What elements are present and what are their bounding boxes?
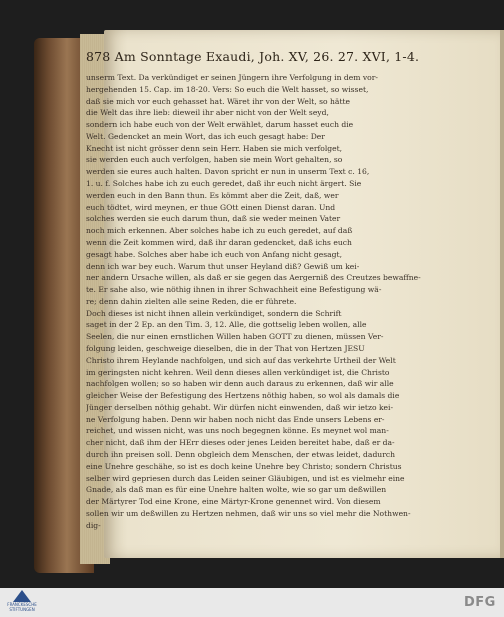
text-line: ner andern Ursache willen, als daß er sie gegen das Aergerniß des Creutzes bewaffne- (86, 273, 421, 283)
text-line: denn ich war bey euch. Warum thut unser Heyland diß? Gewiß um kei- (86, 261, 360, 271)
text-line: Seelen, die nur einen ernstlichen Willen haben GOTT zu dienen, müssen Ver- (86, 332, 384, 342)
text-line: Christo ihrem Heylande nachfolgen, und sich auf das verkehrte Urtheil der Welt (86, 355, 396, 365)
text-line: die Welt das ihre lieb: dieweil ihr aber nicht von der Welt seyd, (86, 108, 329, 118)
text-line: re; denn dahin zielten alle seine Reden, die er führete. (86, 296, 297, 306)
text-line: Jünger derselben nöthig gehabt. Wir dürfen nicht einwenden, daß wir ietzo kei- (86, 402, 394, 412)
page-body-text (86, 72, 450, 531)
text-line: werden sie eures auch halten. Davon spricht er nun in unserm Text c. 16, (86, 167, 370, 177)
text-line: te. Er sahe also, wie nöthig ihnen in ihrer Schwachheit eine Befestigung wä- (86, 285, 382, 295)
text-line: Doch dieses ist nicht ihnen allein verkündiget, sondern die Schrift (86, 308, 342, 318)
text-line: Gnade, als daß man es für eine Unehre halten wolte, wie so gar um deßwillen (86, 485, 387, 495)
text-line: ne Verfolgung haben. Denn wir haben noch nicht das Ende unsers Lebens er- (86, 414, 385, 424)
dfg-logo: DFG (464, 595, 496, 610)
next-page-edge (500, 30, 504, 558)
text-line: daß sie mich vor euch gehasset hat. Wäret ihr von der Welt, so hätte (86, 96, 351, 106)
text-line: saget in der 2 Ep. an den Tim. 3, 12. Alle, die gottselig leben wollen, alle (86, 320, 367, 330)
text-line: selber wird gepriesen durch das Leiden seiner Gläubigen, und ist es vielmehr eine (86, 473, 405, 483)
text-line: eine Unehre geschähe, so ist es doch keine Unehre bey Christo; sondern Christus (86, 461, 402, 471)
text-line: Knecht ist nicht grösser denn sein Herr. Haben sie mich verfolget, (86, 143, 343, 153)
footer-bar (0, 588, 504, 617)
logo-caption: FRANCKESCHE STIFTUNGEN (7, 602, 37, 612)
text-line: wenn die Zeit kommen wird, daß ihr daran gedencket, daß ichs euch (86, 237, 352, 247)
text-line: nachfolgen wollen; so so haben wir denn auch daraus zu erkennen, daß wir alle (86, 379, 394, 389)
text-line: durch ihn preisen soll. Denn obgleich dem Menschen, der etwas leidet, dadurch (86, 450, 395, 459)
text-line: euch tödtet, wird meynen, er thue GOtt einen Dienst daran. Und (86, 202, 336, 212)
text-line: noch mich erkennen. Aber solches habe ich zu euch geredet, auf daß (86, 226, 353, 236)
text-line: gesagt habe. Solches aber habe ich euch von Anfang nicht gesagt, (86, 249, 342, 259)
text-line: Welt. Gedencket an mein Wort, das ich euch gesagt habe: Der (86, 131, 325, 141)
text-line: der Märtyrer Tod eine Krone, eine Märtyr-Krone genennet wird. Von diesem (86, 497, 381, 507)
text-line: werden euch in den Bann thun. Es kömmt aber die Zeit, daß, wer (86, 190, 339, 200)
text-line: sollen wir um deßwillen zu Hertzen nehmen, daß wir uns so viel mehr die Nothwen- (86, 508, 411, 518)
page-header: 878 Am Sonntage Exaudi, Joh. XV, 26. 27. XVI, 1-4. (86, 49, 420, 64)
text-line: im geringsten nicht kehren. Weil denn dieses allen verkündiget ist, die Christo (86, 367, 390, 377)
text-line: 1. u. f. Solches habe ich zu euch geredet, daß ihr euch nicht ärgert. Sie (86, 179, 362, 189)
logo-mark-icon (13, 590, 31, 602)
text-line: reichet, und wissen nicht, was uns noch begegnen könne. Es meynet wol man- (86, 426, 389, 436)
text-line: cher nicht, daß ihm der HErr dieses oder jenes Leiden bereitet habe, daß er da- (86, 438, 395, 448)
text-line: unserm Text. Da verkündiget er seinen Jüngern ihre Verfolgung in dem vor- (86, 73, 378, 82)
text-line: sie werden euch auch verfolgen, haben sie mein Wort gehalten, so (86, 155, 343, 165)
text-line: folgung leiden, geschweige dieselben, die in der That von Hertzen JESU (86, 343, 365, 353)
text-line: hergehenden 15. Cap. im 18-20. Vers: So euch die Welt hasset, so wisset, (86, 84, 369, 94)
text-line: solches werden sie euch darum thun, daß sie weder meinen Vater (86, 214, 341, 224)
text-line: sondern ich habe euch von der Welt erwählet, darum hasset euch die (86, 120, 354, 130)
text-line: dig- (86, 520, 101, 530)
institution-logo (8, 590, 36, 614)
text-line: gleicher Weise der Befestigung des Hertzens nöthig haben, so wol als damals die (86, 391, 400, 401)
